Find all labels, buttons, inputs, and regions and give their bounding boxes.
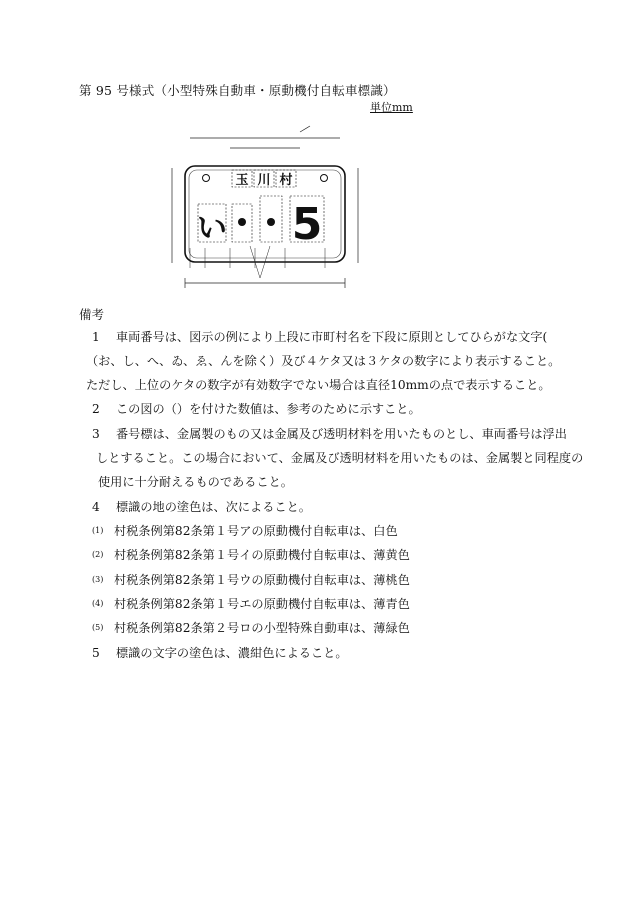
remark-text: しとすること。この場合において、金属及び透明材料を用いたものは、金属製と同程度の bbox=[96, 451, 584, 465]
remark-number: (2) bbox=[92, 550, 104, 559]
remark-text: この図の（）を付けた数値は、参考のために示すこと。 bbox=[116, 402, 421, 416]
remark-text: ただし、上位のケタの数字が有効数字でない場合は直径10mmの点で表示すること。 bbox=[86, 378, 551, 392]
remark-number: (5) bbox=[92, 623, 104, 632]
remark-text: 番号標は、金属製のもの又は金属及び透明材料を用いたものとし、車両番号は浮出 bbox=[116, 427, 567, 441]
remark-number: 1 bbox=[92, 330, 100, 344]
remark-line bbox=[92, 572, 410, 588]
remark-text: 標識の地の塗色は、次によること。 bbox=[116, 500, 311, 514]
remark-text: 村税条例第82条第２号ロの小型特殊自動車は、薄緑色 bbox=[114, 621, 410, 635]
plate-digit: 5 bbox=[291, 199, 323, 250]
remark-text: 標識の文字の塗色は、濃紺色によること。 bbox=[116, 646, 348, 660]
remark-number: 3 bbox=[92, 427, 100, 441]
remark-number: 2 bbox=[92, 402, 100, 416]
remark-line bbox=[92, 645, 348, 661]
remark-text: 村税条例第82条第１号アの原動機付自転車は、白色 bbox=[114, 524, 398, 538]
remark-number: (1) bbox=[92, 526, 104, 535]
plate-dot bbox=[238, 218, 246, 226]
plate-dot bbox=[267, 218, 275, 226]
remark-number: 4 bbox=[92, 500, 100, 514]
remark-text: 村税条例第82条第１号エの原動機付自転車は、薄青色 bbox=[114, 597, 410, 611]
remark-line bbox=[96, 450, 583, 466]
remark-line bbox=[98, 474, 293, 490]
remark-number: 5 bbox=[92, 646, 100, 660]
remarks-heading: 備考 bbox=[79, 307, 105, 322]
plate-top-char: 川 bbox=[257, 173, 271, 188]
remark-text: 村税条例第82条第１号イの原動機付自転車は、薄黄色 bbox=[114, 548, 410, 562]
plate-top-char: 村 bbox=[279, 173, 293, 188]
form-title: 第 95 号様式（小型特殊自動車・原動機付自転車標識） bbox=[79, 83, 396, 98]
remark-text: （お、し、へ、ゐ、ゑ、んを除く）及び４ケタ又は３ケタの数字により表示すること。 bbox=[86, 354, 561, 368]
remark-line bbox=[92, 499, 311, 515]
remark-line bbox=[92, 523, 398, 539]
remark-number: (4) bbox=[92, 599, 104, 608]
remark-text: 使用に十分耐えるものであること。 bbox=[98, 475, 293, 489]
remark-text: 村税条例第82条第１号ウの原動機付自転車は、薄桃色 bbox=[114, 573, 410, 587]
remark-line bbox=[92, 329, 547, 345]
remark-line bbox=[92, 620, 410, 636]
plate-top-char: 玉 bbox=[235, 173, 249, 188]
remark-line bbox=[92, 401, 421, 417]
plate-kana: い bbox=[197, 211, 227, 246]
remark-line bbox=[86, 353, 560, 369]
unit-label: 単位mm bbox=[370, 101, 413, 114]
remark-line bbox=[86, 377, 551, 393]
license-plate-diagram bbox=[160, 118, 380, 298]
remark-line bbox=[92, 547, 410, 563]
remark-text: 車両番号は、図示の例により上段に市町村名を下段に原則としてひらがな文字( bbox=[116, 330, 548, 344]
remark-number: (3) bbox=[92, 575, 104, 584]
remark-line bbox=[92, 596, 410, 612]
remark-line bbox=[92, 426, 567, 442]
